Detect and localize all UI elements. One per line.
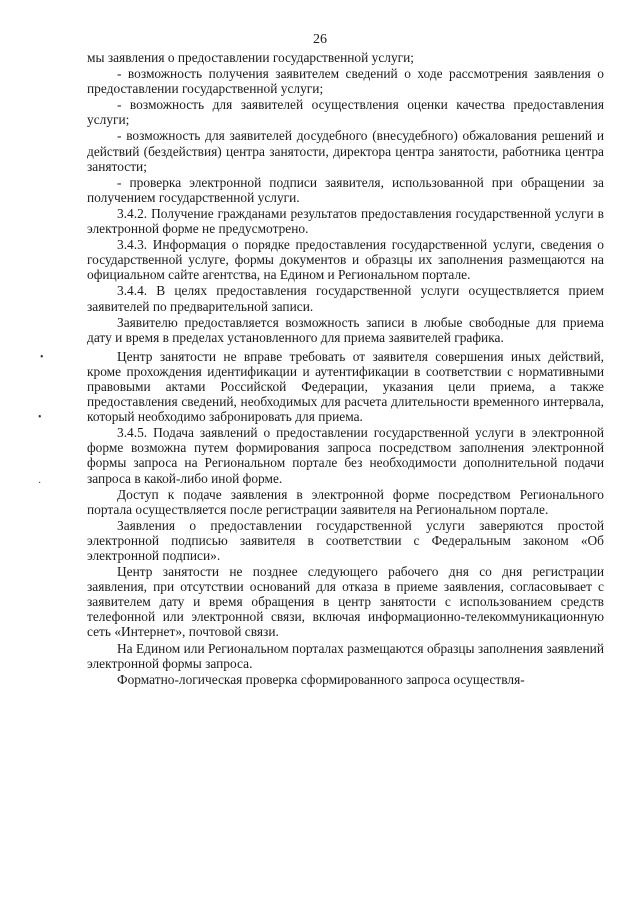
- paragraph: Центр занятости не вправе требовать от заявителя совершения иных действий, кроме прохождения идентификации и аутентификации в соответствии с нормативными правовыми актами Российской Федерации, указания цели приема, а также предоставления сведений, необходимых для расчета длительности временного интервала, который необходимо забронировать для приема.: [87, 348, 604, 425]
- document-body: [87, 50, 604, 687]
- paragraph: - возможность получения заявителем сведений о ходе рассмотрения заявления о предоставлении государственной услуги;: [87, 66, 604, 97]
- paragraph: 3.4.5. Подача заявлений о предоставлении государственной услуги в электронной форме возможна путем формирования запроса посредством заполнения электронной формы запроса на Региональном портале без необходимости дополнительной подачи запроса в какой-либо иной форме.: [87, 425, 604, 486]
- paragraph: мы заявления о предоставлении государственной услуги;: [87, 50, 415, 65]
- paragraph: Форматно-логическая проверка сформированного запроса осуществля-: [117, 671, 525, 687]
- paragraph: - возможность для заявителей досудебного (внесудебного) обжалования решений и действий (бездействия) центра занятости, директора центра занятости, работника центра занятости;: [87, 128, 604, 174]
- paragraph: - проверка электронной подписи заявителя, использованной при обращении за получением государственной услуги.: [87, 174, 604, 205]
- paragraph: 3.4.4. В целях предоставления государственной услуги осуществляется прием заявителей по предварительной записи.: [87, 283, 604, 314]
- paragraph: Заявления о предоставлении государственной услуги заверяются простой электронной подписью заявителя в соответствии с Федеральным законом «Об электронной подписи».: [87, 517, 604, 563]
- paragraph: Заявителю предоставляется возможность записи в любые свободные для приема дату и время в пределах установленного для приема заявителей графика.: [87, 314, 604, 345]
- scan-speck: ·: [38, 478, 42, 489]
- page-number: 26: [313, 32, 327, 47]
- paragraph: 3.4.3. Информация о порядке предоставления государственной услуги, сведения о государственной услуге, формы документов и образцы их заполнения размещаются на официальном сайте агентства, на Едином и Региональном портале.: [87, 237, 604, 283]
- paragraph: Центр занятости не позднее следующего рабочего дня со дня регистрации заявления, при отсутствии оснований для отказа в приеме заявления, согласовывает с заявителем дату и время обращения в центр занятости с использованием средств телефонной или электронной связи, включая информационно-телекоммуникационную сеть «Интернет», почтовой связи.: [87, 564, 604, 640]
- paragraph: Доступ к подаче заявления в электронной форме посредством Регионального портала осуществляется после регистрации заявителя на Региональном портале.: [87, 486, 604, 517]
- paragraph: - возможность для заявителей осуществления оценки качества предоставления услуги;: [87, 97, 604, 128]
- scan-speck: •: [38, 412, 42, 423]
- scan-speck: •: [40, 352, 44, 363]
- paragraph: На Едином или Региональном порталах размещаются образцы заполнения заявлений электронной формы запроса.: [87, 640, 604, 671]
- paragraph: 3.4.2. Получение гражданами результатов предоставления государственной услуги в электронной форме не предусмотрено.: [87, 205, 604, 237]
